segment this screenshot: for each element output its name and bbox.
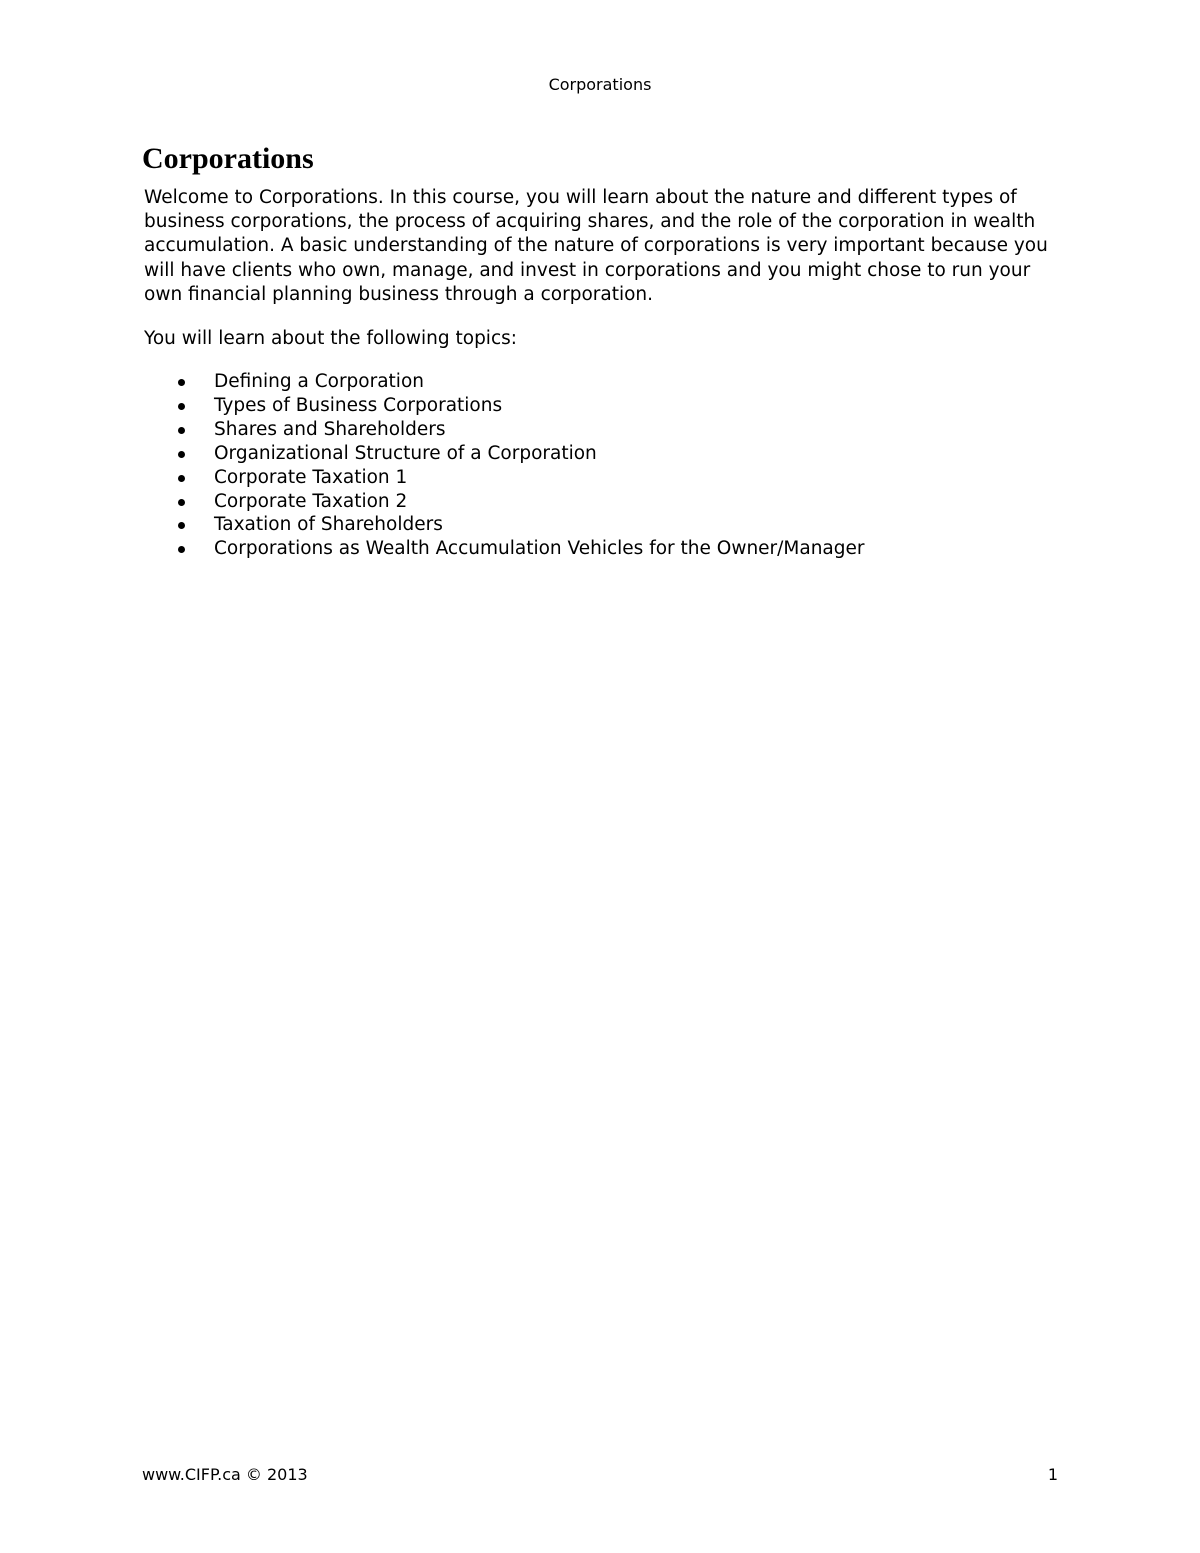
topic-list — [144, 370, 865, 561]
list-item-text: Corporate Taxation 1 — [214, 466, 408, 488]
topics-lead-in: You will learn about the following topics: — [144, 328, 517, 349]
list-item-text: Defining a Corporation — [214, 371, 424, 392]
footer-copyright: www.CIFP.ca © 2013 — [142, 1465, 308, 1484]
list-item — [144, 442, 865, 466]
intro-paragraph: Welcome to Corporations. In this course, you will learn about the nature and different types of business corporations, the process of acquiring shares, and the role of the corporation in wealth accumulation. A basic understanding of the nature of corporations is very important because you will have clients who own, manage, and invest in corporations and you might chose to run your own financial planning business through a corporation. — [144, 187, 1048, 305]
bullet-icon — [178, 546, 185, 553]
bullet-icon — [178, 451, 185, 458]
running-header: Corporations — [548, 75, 652, 94]
list-item — [144, 370, 865, 394]
list-item-text: Corporations as Wealth Accumulation Vehicles for the Owner/Manager — [214, 538, 865, 560]
bullet-icon — [178, 522, 185, 529]
list-item — [144, 490, 865, 514]
list-item-text: Organizational Structure of a Corporation — [214, 442, 597, 464]
list-item — [144, 466, 865, 490]
page-title: Corporations — [142, 142, 314, 175]
bullet-icon — [178, 379, 185, 386]
bullet-icon — [178, 427, 185, 434]
list-item — [144, 418, 865, 442]
bullet-icon — [178, 475, 185, 482]
page-number: 1 — [1047, 1465, 1058, 1484]
list-item — [144, 394, 865, 418]
bullet-icon — [178, 499, 185, 506]
list-item — [144, 537, 865, 561]
bullet-icon — [178, 403, 185, 410]
list-item-text: Types of Business Corporations — [214, 394, 503, 416]
list-item — [144, 513, 865, 537]
list-item-text: Corporate Taxation 2 — [214, 490, 408, 512]
list-item-text: Taxation of Shareholders — [214, 514, 443, 536]
list-item-text: Shares and Shareholders — [214, 418, 446, 440]
